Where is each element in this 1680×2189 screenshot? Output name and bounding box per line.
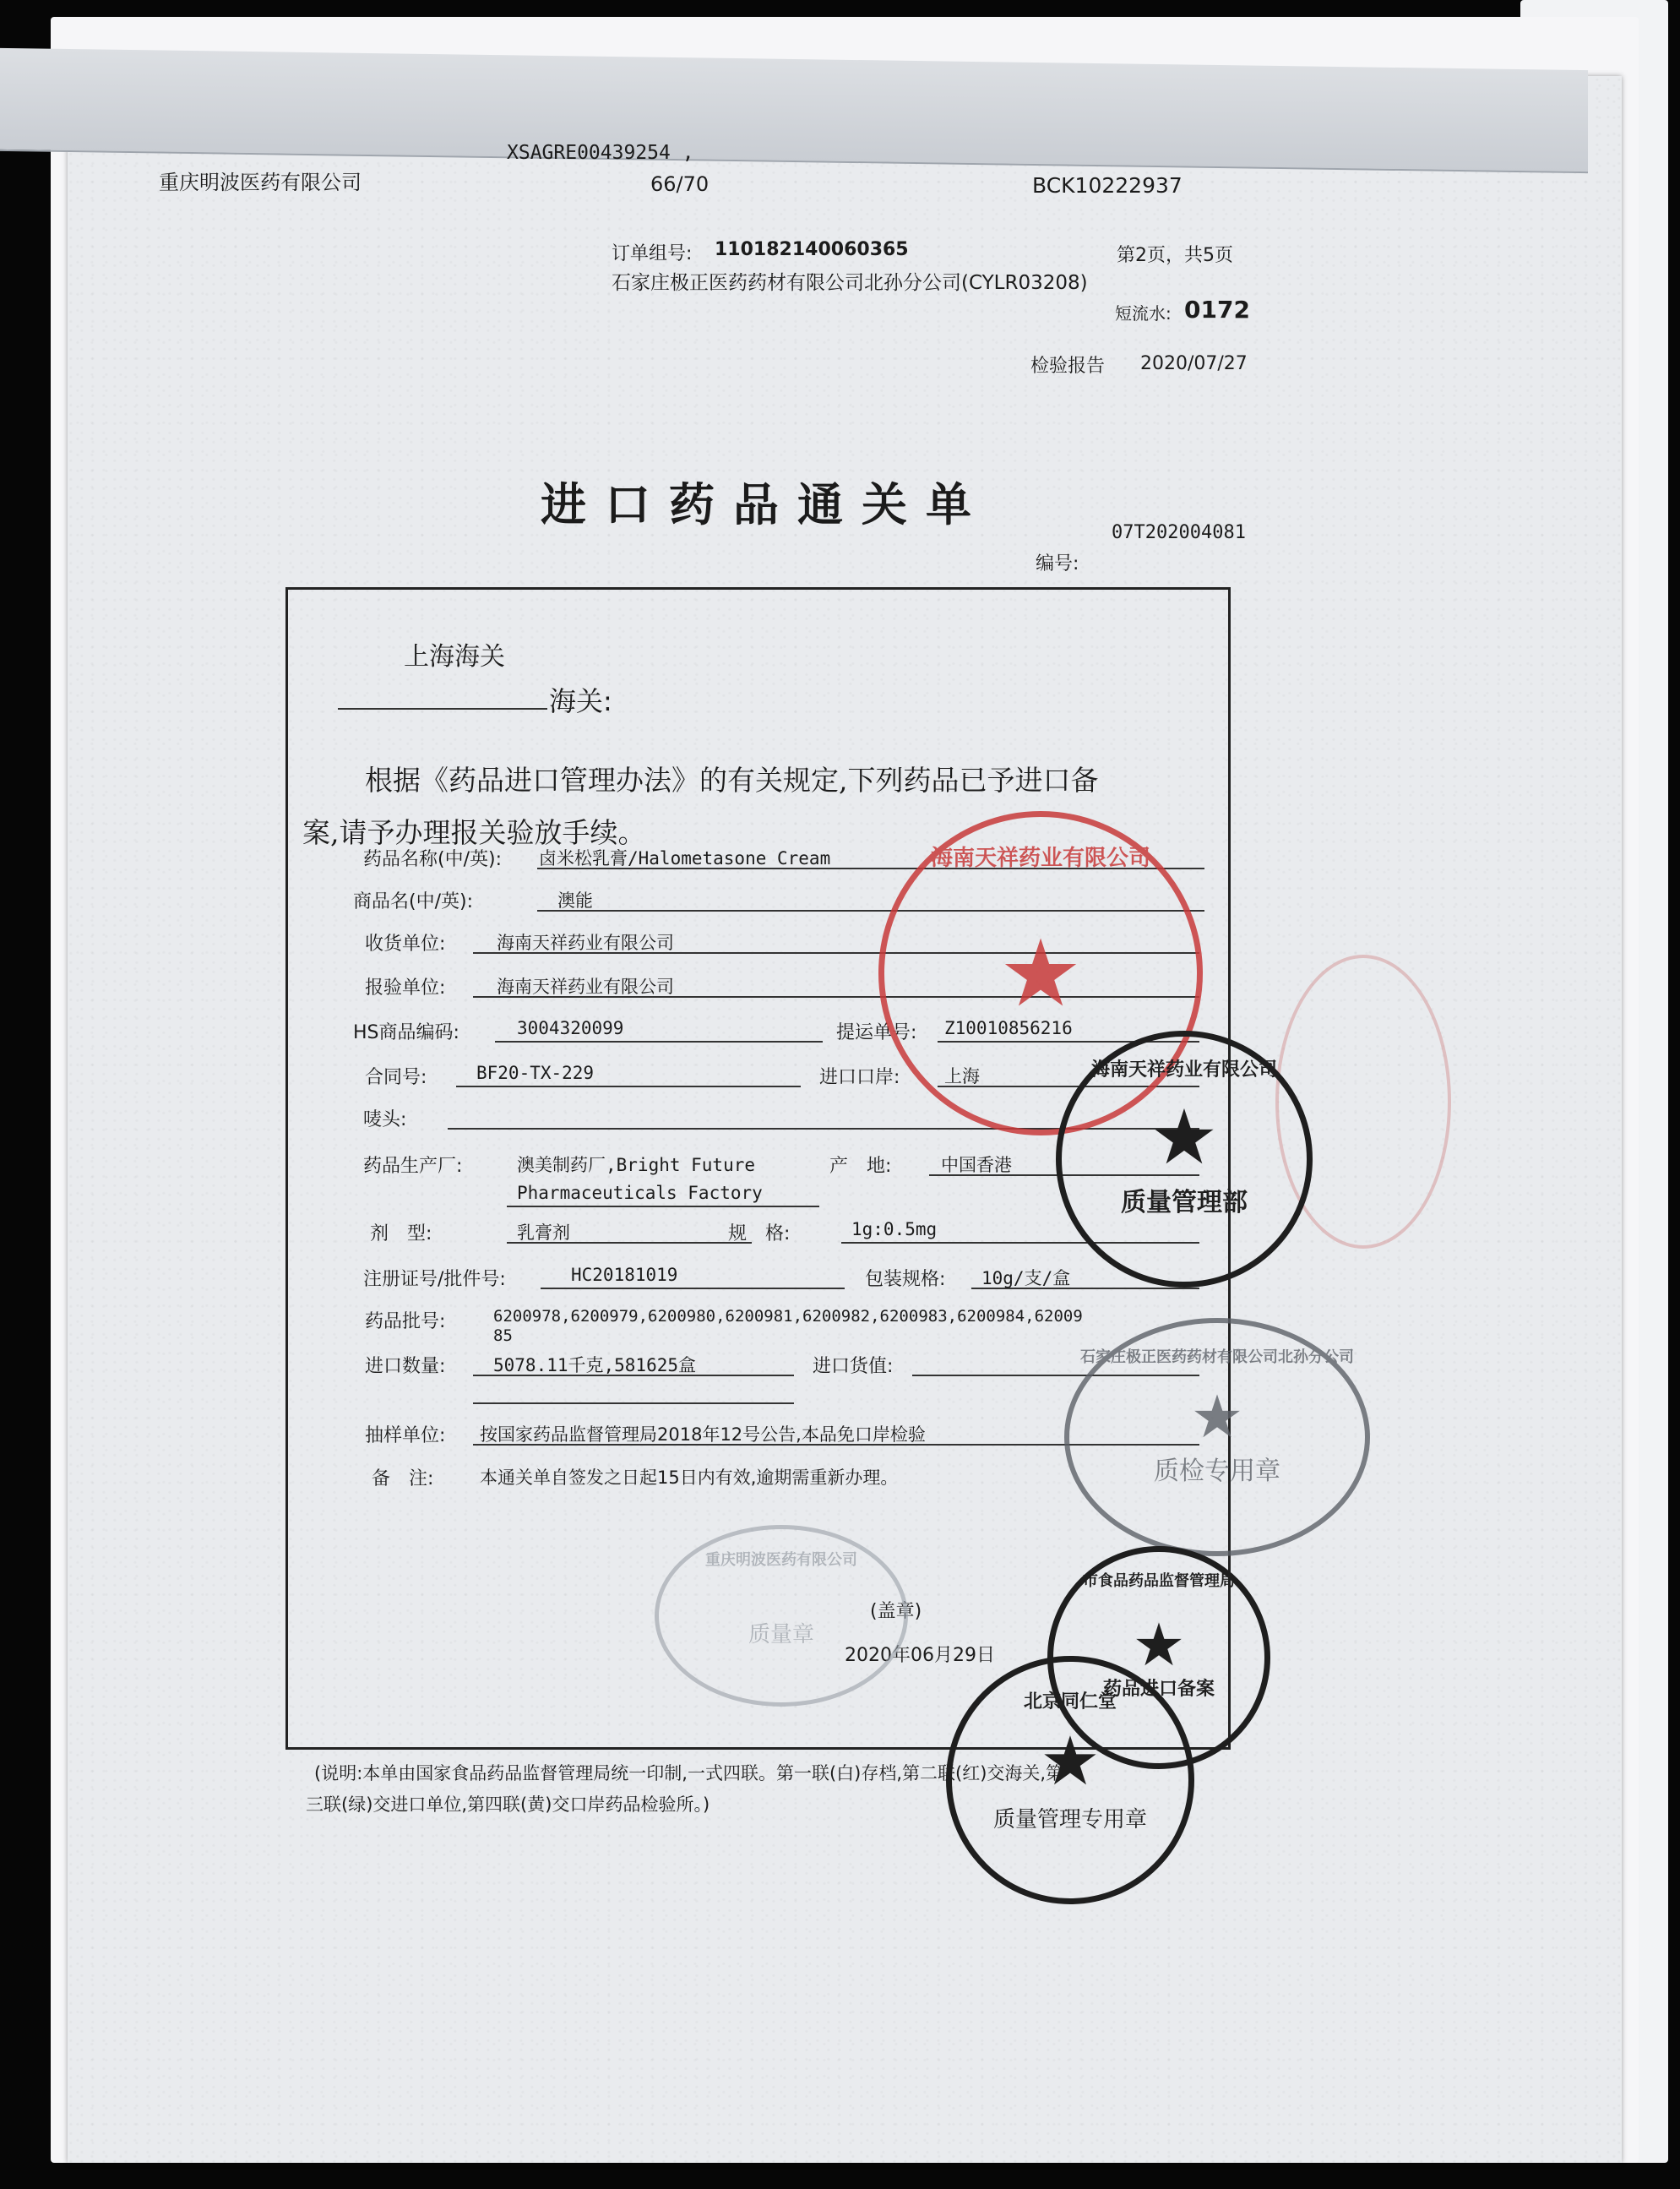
- star-icon: ★: [1132, 1609, 1186, 1680]
- sample-label: 抽样单位:: [365, 1425, 446, 1446]
- page-info: 第2页，共5页: [1117, 245, 1233, 266]
- batch-value: 6200978,6200979,6200980,6200981,6200982,6200983,6200984,62009: [493, 1307, 1083, 1326]
- reg-label: 注册证号/批件号:: [363, 1269, 506, 1290]
- qty-value: 5078.11千克,581625盒: [493, 1355, 697, 1375]
- remark-value: 本通关单自签发之日起15日内有效,逾期需重新办理。: [480, 1468, 899, 1488]
- trade-name-value: 澳能: [557, 890, 593, 911]
- contract-label: 合同号:: [365, 1067, 427, 1088]
- maker-line: [507, 1206, 819, 1207]
- footer-note-2: 三联(绿)交进口单位,第四联(黄)交口岸药品检验所。): [306, 1794, 710, 1815]
- hainan-seal-sub: 质量管理部: [1121, 1188, 1248, 1217]
- red-seal-text: 海南天祥药业有限公司: [930, 846, 1150, 871]
- origin-label: 产 地:: [829, 1156, 892, 1177]
- mark-label: 唛头:: [363, 1109, 407, 1130]
- fda-seal-text: 市食品药品监督管理局: [1083, 1572, 1235, 1590]
- maker-label: 药品生产厂:: [363, 1156, 463, 1177]
- report-label: 检验报告: [1030, 356, 1106, 377]
- order-label: 订单组号:: [612, 243, 693, 264]
- star-icon: ★: [1190, 1382, 1244, 1451]
- issue-date: 2020年06月29日: [845, 1645, 995, 1666]
- port-label: 进口口岸:: [819, 1067, 900, 1088]
- page-fraction: 66/70: [650, 172, 710, 196]
- hs-label: HS商品编码:: [353, 1022, 459, 1043]
- tongrentang-seal: [946, 1656, 1194, 1904]
- maker-value-2: Pharmaceuticals Factory: [517, 1183, 763, 1203]
- trade-name-label: 商品名(中/英):: [353, 891, 473, 912]
- chongqing-seal: [655, 1525, 908, 1707]
- customs-underline: [338, 708, 547, 710]
- hs-value: 3004320099: [517, 1018, 624, 1038]
- tongrentang-seal-text: 北京同仁堂: [1023, 1691, 1117, 1713]
- sample-value: 按国家药品监督管理局2018年12号公告,本品免口岸检验: [480, 1424, 926, 1445]
- paragraph-line-2: 案,请予办理报关验放手续。: [302, 816, 646, 849]
- declarer-label: 报验单位:: [365, 977, 446, 999]
- form-value: 乳膏剂: [517, 1222, 570, 1243]
- report-date: 2020/07/27: [1140, 353, 1248, 374]
- consignee-label: 收货单位:: [365, 934, 446, 955]
- branch-name: 石家庄极正医药药材有限公司北孙分公司(CYLR03208): [612, 272, 1088, 294]
- qty-label: 进口数量:: [365, 1356, 446, 1377]
- spec-value: 1g:0.5mg: [851, 1219, 938, 1239]
- star-icon: ★: [1150, 1093, 1219, 1182]
- customs-name: 上海海关: [404, 642, 505, 672]
- port-value: 上海: [944, 1066, 980, 1086]
- page-title: 进口药品通关单: [541, 478, 990, 531]
- seal-label: (盖章): [870, 1601, 922, 1622]
- declarer-value: 海南天祥药业有限公司: [497, 977, 674, 997]
- remark-label: 备 注:: [372, 1468, 434, 1489]
- origin-value: 中国香港: [941, 1155, 1012, 1175]
- doc-number: 07T202004081: [1112, 522, 1246, 543]
- chongqing-seal-sub: 质量章: [748, 1622, 814, 1647]
- tongrentang-seal-sub: 质量管理专用章: [992, 1806, 1147, 1832]
- consignee-value: 海南天祥药业有限公司: [497, 933, 674, 953]
- qty-extra-line: [473, 1402, 794, 1404]
- pack-line: [971, 1288, 1199, 1289]
- spec-label: 规 格:: [728, 1223, 791, 1244]
- form-line: [507, 1242, 752, 1244]
- paragraph-line-1: 根据《药品进口管理办法》的有关规定,下列药品已予进口备: [365, 764, 1099, 797]
- customs-suffix: 海关:: [549, 685, 612, 717]
- chongqing-seal-text: 重庆明波医药有限公司: [705, 1551, 857, 1569]
- footer-note-1: (说明:本单由国家食品药品监督管理局统一印制,一式四联。第一联(白)存档,第二联(红)交海关,第: [314, 1763, 1064, 1783]
- fda-seal-sub: 药品进口备案: [1102, 1678, 1215, 1700]
- star-icon: ★: [998, 919, 1083, 1027]
- batch-label: 药品批号:: [365, 1311, 446, 1332]
- drug-name-label: 药品名称(中/英):: [363, 849, 502, 870]
- serial-number: 0172: [1184, 296, 1250, 324]
- maker-value: 澳美制药厂,Bright Future: [517, 1155, 756, 1175]
- code-right: BCK10222937: [1032, 173, 1183, 198]
- doc-number-label: 编号:: [1036, 553, 1079, 574]
- shijiazhuang-seal: [1064, 1318, 1370, 1556]
- bl-value: Z10010856216: [944, 1018, 1073, 1038]
- star-icon: ★: [1040, 1721, 1101, 1800]
- reg-line: [541, 1288, 845, 1289]
- company-line-2: 重庆明波医药有限公司: [159, 171, 362, 194]
- qty-line: [473, 1375, 794, 1376]
- drug-name-value: 卤米松乳膏/Halometasone Cream: [539, 848, 831, 869]
- shijiazhuang-seal-text: 石家庄极正医药药材有限公司北孙分公司: [1080, 1348, 1354, 1366]
- hainan-quality-seal: [1056, 1031, 1313, 1288]
- pack-label: 包装规格:: [865, 1269, 946, 1290]
- form-label: 剂 型:: [370, 1223, 432, 1244]
- reg-value: HC20181019: [571, 1265, 678, 1285]
- hs-line: [495, 1041, 823, 1043]
- bl-label: 提运单号:: [836, 1022, 917, 1043]
- contract-value: BF20-TX-229: [476, 1063, 595, 1083]
- batch-value-2: 85: [493, 1326, 513, 1345]
- contract-line: [456, 1086, 801, 1087]
- value-label: 进口货值:: [813, 1356, 894, 1377]
- serial-label: 短流水:: [1115, 303, 1172, 324]
- hainan-seal-text: 海南天祥药业有限公司: [1090, 1059, 1277, 1081]
- pack-value: 10g/支/盒: [981, 1268, 1071, 1288]
- company-line-1: XSAGRE00439254 ,: [507, 142, 694, 164]
- shijiazhuang-seal-sub: 质检专用章: [1154, 1457, 1280, 1486]
- order-number: 110182140060365: [715, 239, 909, 260]
